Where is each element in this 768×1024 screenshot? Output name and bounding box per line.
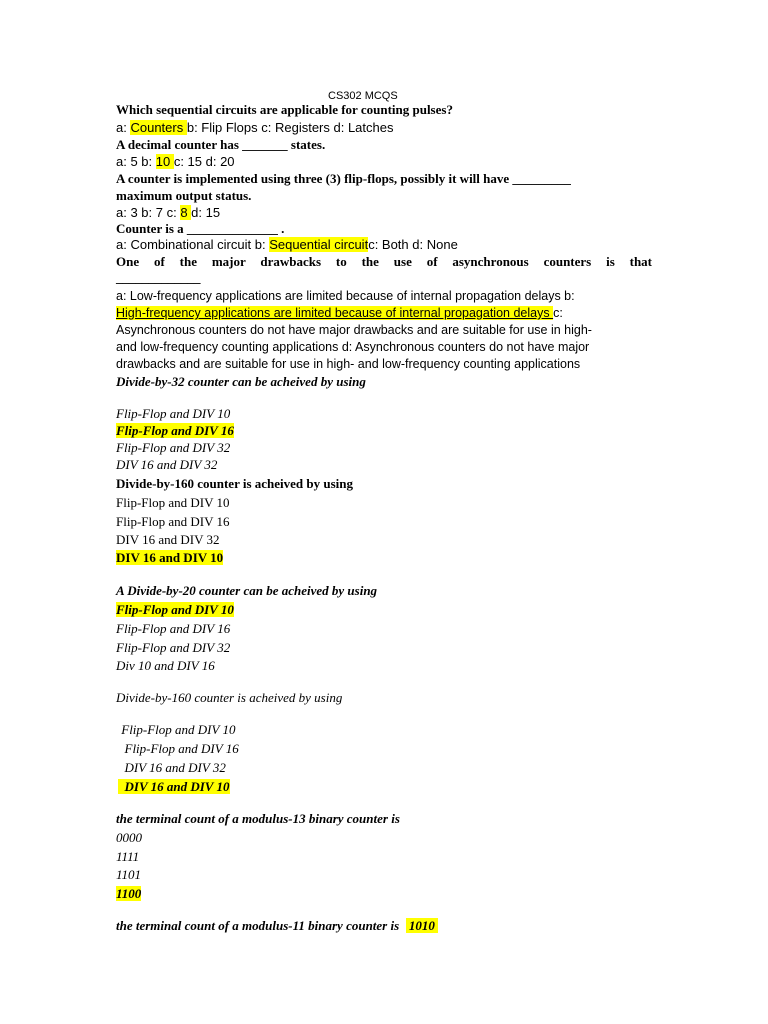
q4-other-options: c: Both d: None bbox=[368, 237, 458, 252]
q7-option-3: DIV 16 and DIV 32 bbox=[116, 532, 220, 547]
q10-question: the terminal count of a modulus-13 binary counter is bbox=[116, 811, 400, 826]
q10-option-1: 0000 bbox=[116, 830, 142, 845]
q7-question: Divide-by-160 counter is acheived by using bbox=[116, 476, 354, 491]
q2-options bbox=[116, 154, 235, 170]
q3-options bbox=[116, 205, 220, 221]
q3-a: a: 3 b: 7 c: bbox=[116, 205, 181, 220]
q3-question-line2: maximum output status. bbox=[116, 188, 252, 203]
q1-options bbox=[116, 120, 394, 136]
q8-option-4: Div 10 and DIV 16 bbox=[116, 658, 215, 673]
q8-option-1-answer bbox=[116, 602, 234, 618]
q7-option-2: Flip-Flop and DIV 16 bbox=[116, 514, 230, 529]
q3-question-line1: A counter is implemented using three (3) flip-flops, possibly it will have _________ bbox=[116, 171, 571, 186]
q6-question: Divide-by-32 counter can be acheived by using bbox=[116, 374, 366, 389]
q5-answer-highlight: High-frequency applications are limited because of internal propagation delays bbox=[116, 306, 554, 320]
q8-answer-highlight: Flip-Flop and DIV 10 bbox=[116, 602, 234, 617]
q10-option-3: 1101 bbox=[116, 867, 142, 882]
q3-other-options: d: 15 bbox=[191, 205, 221, 220]
q11-answer-highlight: 1010 bbox=[405, 918, 439, 933]
q4-question: Counter is a ______________ . bbox=[116, 221, 285, 236]
q1-answer-highlight: Counters bbox=[130, 120, 187, 135]
q7-answer-highlight: DIV 16 and DIV 10 bbox=[116, 550, 224, 565]
q9-option-3: DIV 16 and DIV 32 bbox=[118, 760, 226, 775]
q5-option-c-line2: and low-frequency counting applications d: Asynchronous counters do not have major bbox=[116, 340, 590, 354]
q10-option-2: 1111 bbox=[116, 849, 140, 864]
q8-option-2: Flip-Flop and DIV 16 bbox=[116, 621, 231, 636]
q7-option-4-answer bbox=[116, 550, 223, 566]
q5-option-b bbox=[116, 305, 652, 321]
q5-c-label: c: bbox=[553, 306, 563, 320]
doc-header: CS302 MCQS bbox=[328, 90, 398, 102]
q4-answer-highlight: Sequential circuit bbox=[269, 237, 369, 252]
q4-options bbox=[116, 237, 458, 253]
q8-option-3: Flip-Flop and DIV 32 bbox=[116, 640, 231, 655]
q9-option-2: Flip-Flop and DIV 16 bbox=[118, 741, 239, 756]
q2-other-options: c: 15 d: 20 bbox=[173, 154, 235, 169]
q5-question-line1: One of the major drawbacks to the use of asynchronous counters is that bbox=[116, 254, 652, 269]
q11-question bbox=[116, 918, 438, 934]
q5-option-a: a: Low-frequency applications are limited because of internal propagation delays b: bbox=[116, 289, 575, 303]
q9-option-4-answer bbox=[118, 779, 230, 795]
q5-option-d-line: drawbacks and are suitable for use in high- and low-frequency counting applications bbox=[116, 357, 581, 371]
q10-answer-highlight: 1100 bbox=[116, 886, 142, 901]
q6-option-4: DIV 16 and DIV 32 bbox=[116, 457, 218, 472]
q2-answer-highlight: 10 bbox=[155, 154, 174, 169]
q6-option-2-answer bbox=[116, 423, 234, 439]
q6-option-3: Flip-Flop and DIV 32 bbox=[116, 440, 231, 455]
q2-a: a: 5 b: bbox=[116, 154, 156, 169]
q10-option-4-answer bbox=[116, 886, 141, 902]
q2-question: A decimal counter has _______ states. bbox=[116, 137, 326, 152]
q9-question: Divide-by-160 counter is acheived by using bbox=[116, 690, 343, 705]
q1-a-label: a: bbox=[116, 120, 131, 135]
q7-option-1: Flip-Flop and DIV 10 bbox=[116, 495, 230, 510]
q9-answer-highlight: DIV 16 and DIV 10 bbox=[118, 779, 230, 794]
q8-question: A Divide-by-20 counter can be acheived by using bbox=[116, 583, 378, 598]
q6-answer-highlight: Flip-Flop and DIV 16 bbox=[116, 423, 234, 438]
q6-option-1: Flip-Flop and DIV 10 bbox=[116, 406, 231, 421]
q4-a: a: Combinational circuit b: bbox=[116, 237, 270, 252]
q3-answer-highlight: 8 bbox=[180, 205, 192, 220]
q5-option-c-line1: Asynchronous counters do not have major drawbacks and are suitable for use in high- bbox=[116, 323, 592, 337]
q5-question-line2: _____________ bbox=[116, 270, 201, 285]
q1-other-options: b: Flip Flops c: Registers d: Latches bbox=[186, 120, 394, 135]
q1-question: Which sequential circuits are applicable for counting pulses? bbox=[116, 102, 453, 117]
q9-option-1: Flip-Flop and DIV 10 bbox=[118, 722, 236, 737]
q11-question-text: the terminal count of a modulus-11 binary counter is bbox=[116, 918, 406, 933]
